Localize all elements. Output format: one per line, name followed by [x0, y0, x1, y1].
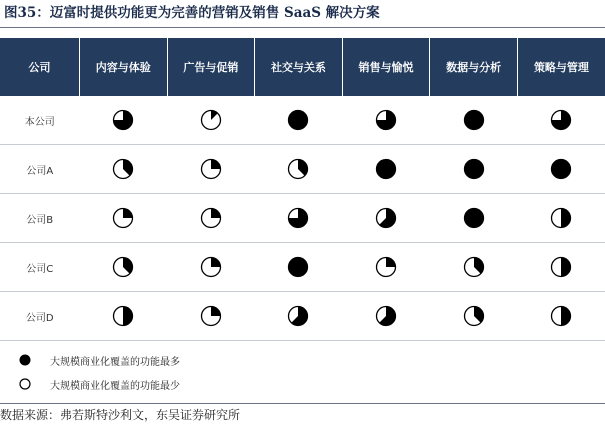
harvey-ball-icon: [375, 158, 397, 180]
harvey-ball-icon: [112, 305, 134, 327]
table-row: [0, 145, 605, 194]
harvey-ball-icon: [375, 109, 397, 131]
rating-cell: [167, 96, 255, 145]
rating-cell: [342, 145, 430, 194]
comparison-table: [0, 38, 605, 341]
harvey-ball-icon: [463, 305, 485, 327]
empty-circle-icon: [18, 377, 32, 391]
harvey-ball-icon: [200, 305, 222, 327]
rating-cell: [342, 243, 430, 292]
harvey-ball-icon: [200, 207, 222, 229]
legend-item-most: [14, 348, 414, 372]
figure-title: 图35：迈富时提供功能更为完善的营销及销售 SaaS 解决方案: [4, 5, 380, 21]
top-rule: [0, 27, 605, 28]
rating-cell: [167, 243, 255, 292]
table-body: [0, 96, 605, 341]
header-sales-delight: 销售与愉悦: [342, 38, 430, 96]
harvey-ball-icon: [112, 109, 134, 131]
rating-cell: [517, 243, 605, 292]
legend: [14, 348, 414, 396]
header-content-experience: 内容与体验: [80, 38, 168, 96]
harvey-ball-icon: [375, 207, 397, 229]
rating-cell: [430, 292, 518, 341]
rating-cell: [517, 194, 605, 243]
harvey-ball-icon: [375, 305, 397, 327]
legend-text-most: 大规模商业化覆盖的功能最多: [50, 356, 180, 368]
harvey-ball-icon: [287, 207, 309, 229]
filled-circle-icon: [18, 353, 32, 367]
legend-text-least: 大规模商业化覆盖的功能最少: [50, 380, 180, 392]
source-note: 数据来源：弗若斯特沙利文，东吴证券研究所: [0, 408, 241, 422]
rating-cell: [255, 96, 343, 145]
rating-cell: [517, 145, 605, 194]
harvey-ball-icon: [287, 256, 309, 278]
harvey-ball-icon: [200, 109, 222, 131]
rating-cell: [255, 194, 343, 243]
row-label: 公司C: [0, 243, 80, 292]
rating-cell: [342, 96, 430, 145]
rating-cell: [255, 145, 343, 194]
rating-cell: [80, 194, 168, 243]
rating-cell: [430, 194, 518, 243]
harvey-ball-icon: [550, 109, 572, 131]
row-label: 公司D: [0, 292, 80, 341]
table-row: [0, 96, 605, 145]
harvey-ball-icon: [200, 158, 222, 180]
table-row: [0, 194, 605, 243]
table-header-row: [0, 38, 605, 96]
rating-cell: [342, 194, 430, 243]
rating-cell: [342, 292, 430, 341]
bottom-rule: [0, 403, 605, 404]
harvey-ball-icon: [463, 256, 485, 278]
header-advertising-promotion: 广告与促销: [167, 38, 255, 96]
harvey-ball-icon: [375, 256, 397, 278]
rating-cell: [80, 96, 168, 145]
row-label: 公司A: [0, 145, 80, 194]
rating-cell: [430, 96, 518, 145]
row-label: 本公司: [0, 96, 80, 145]
harvey-ball-icon: [287, 109, 309, 131]
harvey-ball-icon: [550, 207, 572, 229]
harvey-ball-icon: [550, 158, 572, 180]
harvey-ball-icon: [200, 256, 222, 278]
rating-cell: [517, 96, 605, 145]
rating-cell: [430, 145, 518, 194]
harvey-ball-icon: [287, 305, 309, 327]
rating-cell: [167, 292, 255, 341]
header-data-analysis: 数据与分析: [430, 38, 518, 96]
table-row: [0, 243, 605, 292]
rating-cell: [80, 243, 168, 292]
rating-cell: [255, 292, 343, 341]
harvey-ball-icon: [550, 305, 572, 327]
rating-cell: [167, 145, 255, 194]
harvey-ball-icon: [287, 158, 309, 180]
rating-cell: [430, 243, 518, 292]
legend-item-least: [14, 372, 414, 396]
comparison-table-wrapper: [0, 38, 605, 341]
harvey-ball-icon: [112, 158, 134, 180]
header-strategy-management: 策略与管理: [517, 38, 605, 96]
harvey-ball-icon: [112, 207, 134, 229]
table-row: [0, 292, 605, 341]
harvey-ball-icon: [550, 256, 572, 278]
rating-cell: [80, 292, 168, 341]
rating-cell: [80, 145, 168, 194]
harvey-ball-icon: [463, 207, 485, 229]
header-company: 公司: [0, 38, 80, 96]
rating-cell: [255, 243, 343, 292]
harvey-ball-icon: [463, 109, 485, 131]
header-social-relationship: 社交与关系: [255, 38, 343, 96]
harvey-ball-icon: [463, 158, 485, 180]
rating-cell: [517, 292, 605, 341]
row-label: 公司B: [0, 194, 80, 243]
rating-cell: [167, 194, 255, 243]
harvey-ball-icon: [112, 256, 134, 278]
